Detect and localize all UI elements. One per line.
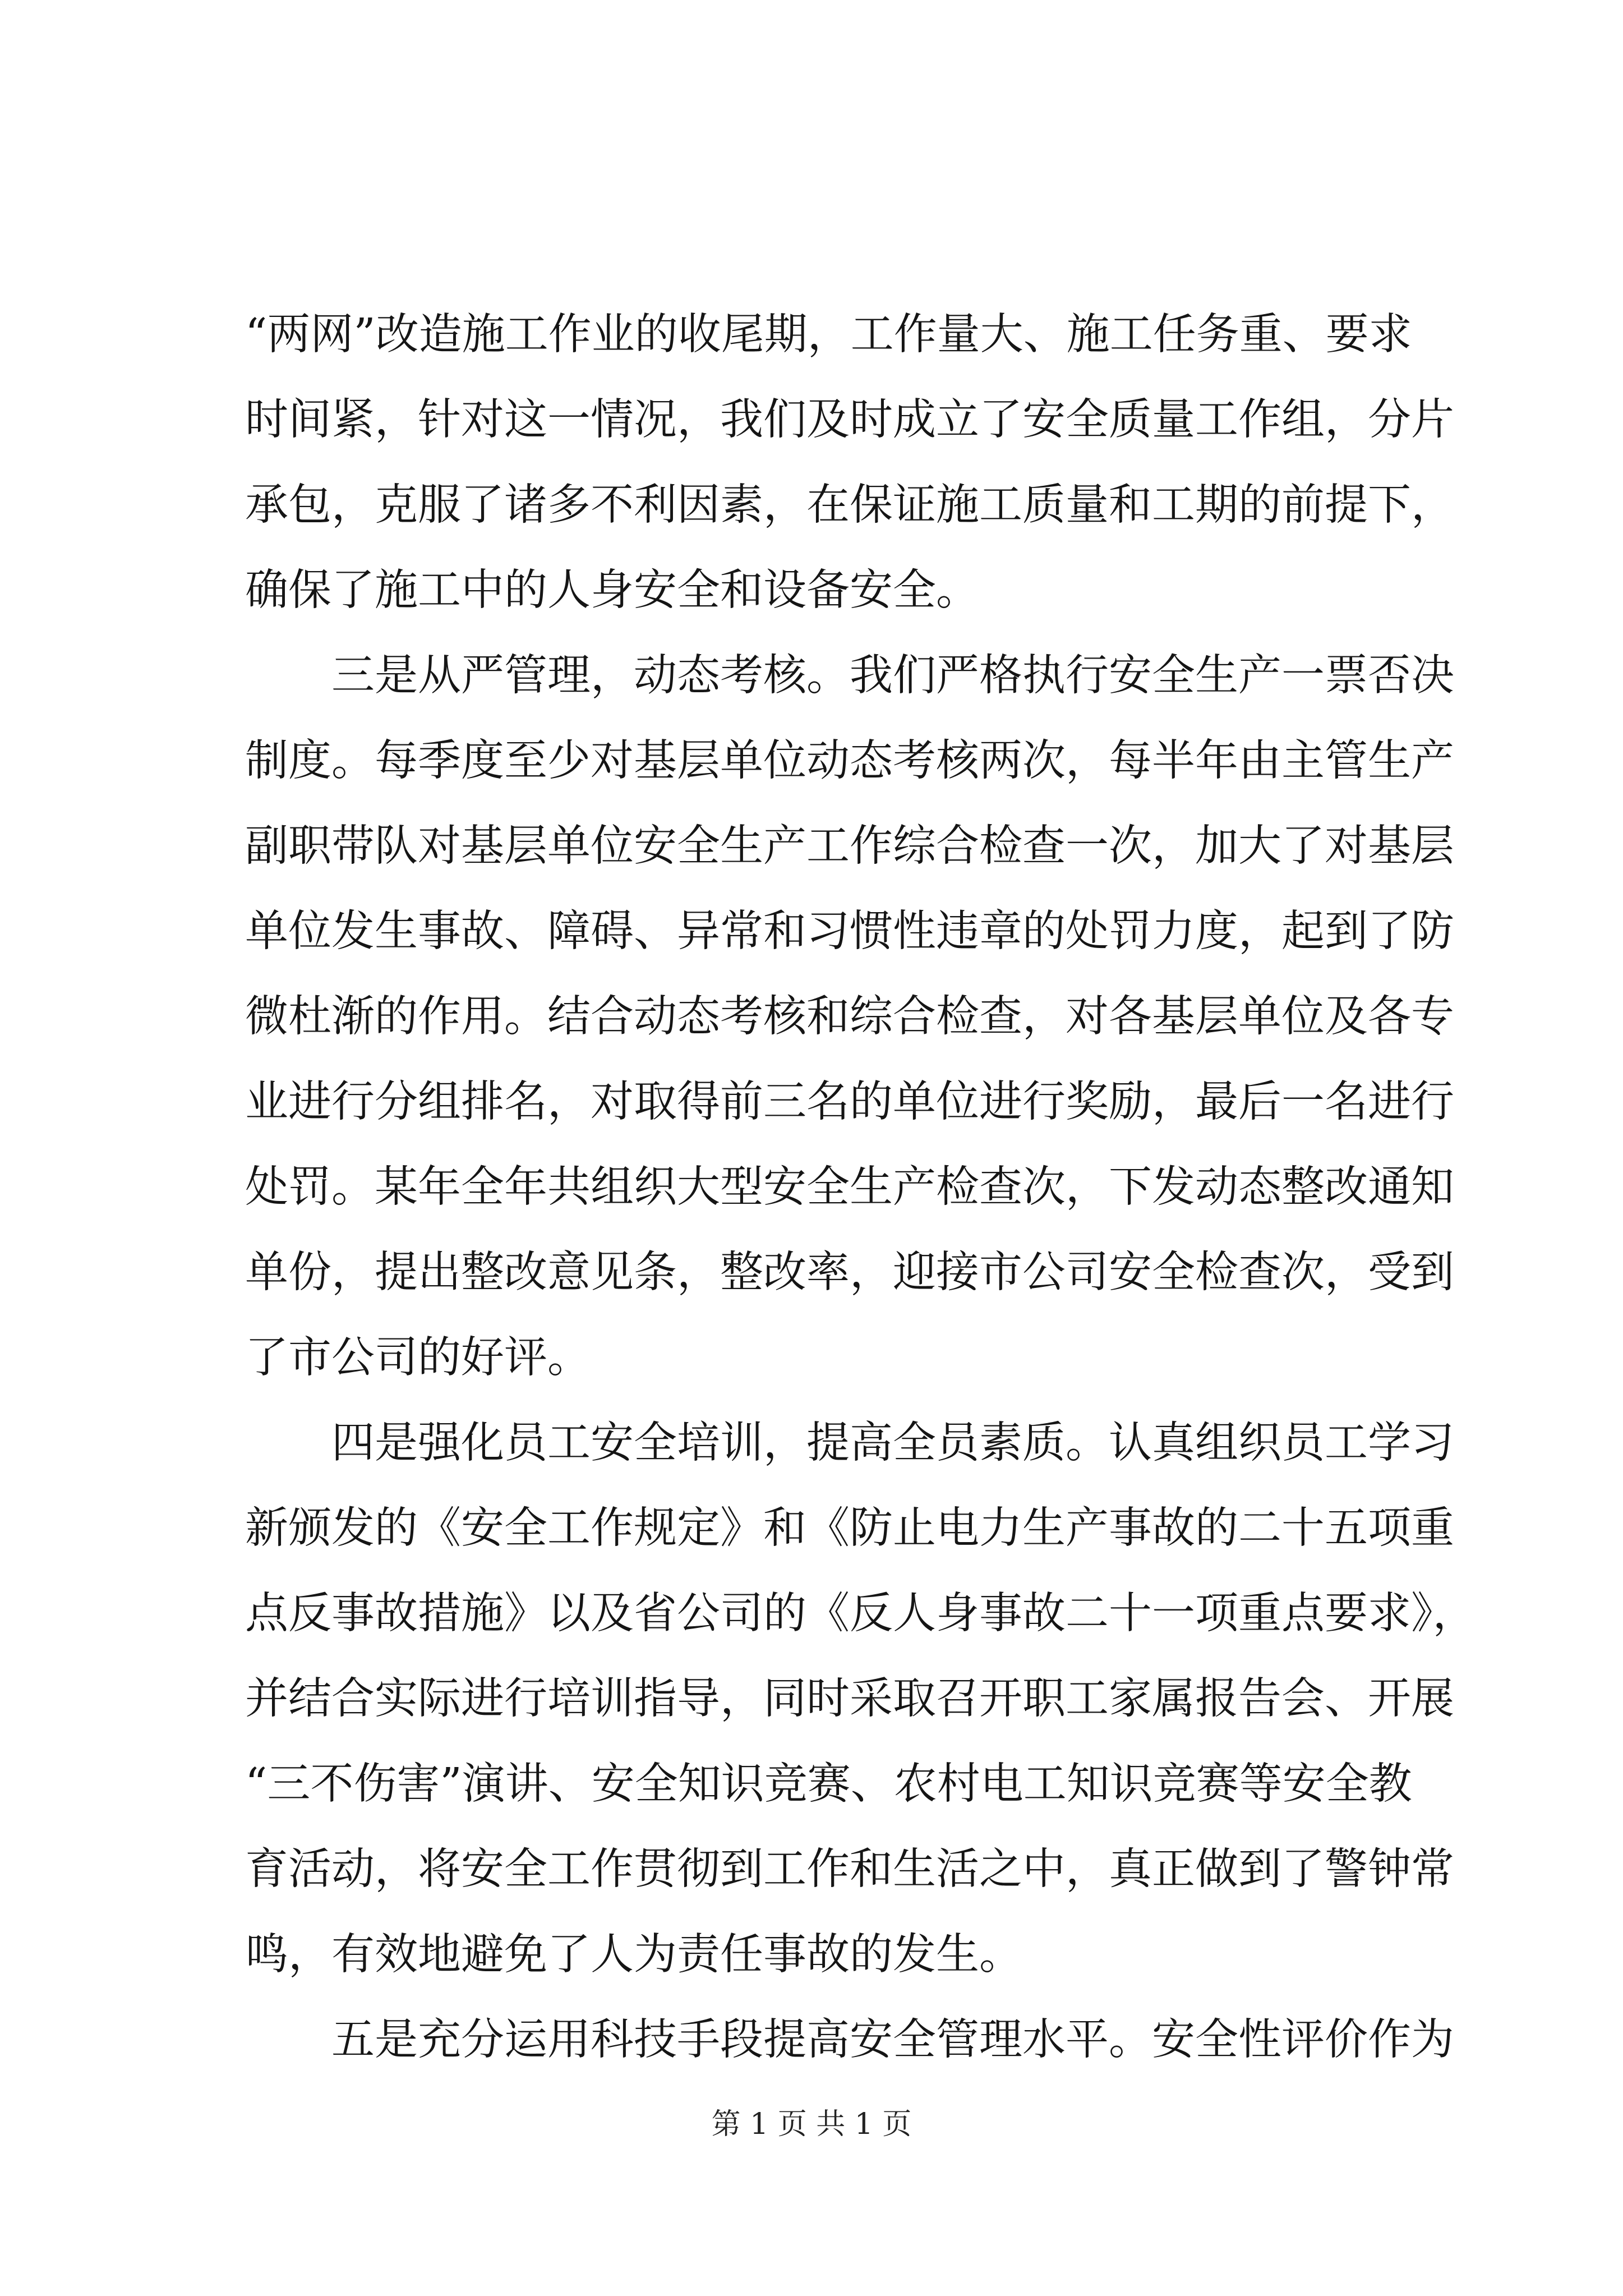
text-line: 单位发生事故、障碍、异常和习惯性违章的处罚力度，起到了防 [245,907,1454,956]
text-line: “三不伤害”演讲、安全知识竞赛、农村电工知识竞赛等安全教 [245,1759,1412,1809]
text-line: 业进行分组排名，对取得前三名的单位进行奖励，最后一名进行 [245,1077,1454,1127]
text-line: 微杜渐的作用。结合动态考核和综合检查，对各基层单位及各专 [245,992,1454,1042]
text-line: 承包，克服了诸多不利因素，在保证施工质量和工期的前提下， [245,480,1454,530]
paragraph-first-line: 三是从严管理，动态考核。我们严格执行安全生产一票否决 [331,651,1454,701]
text-line: 育活动，将安全工作贯彻到工作和生活之中，真正做到了警钟常 [245,1844,1454,1894]
text-line: 确保了施工中的人身安全和设备安全。 [245,565,979,615]
text-line: 处罚。某年全年共组织大型安全生产检查次，下发动态整改通知 [245,1162,1454,1212]
text-line: 制度。每季度至少对基层单位动态考核两次，每半年由主管生产 [245,736,1454,786]
text-line: 并结合实际进行培训指导，同时采取召开职工家属报告会、开展 [245,1674,1454,1724]
text-line: 了市公司的好评。 [245,1333,591,1383]
text-line: 新颁发的《安全工作规定》和《防止电力生产事故的二十五项重 [245,1503,1454,1553]
text-line: “两网”改造施工作业的收尾期，工作量大、施工任务重、要求 [245,310,1412,360]
text-line: 鸣，有效地避免了人为责任事故的发生。 [245,1930,1022,1980]
text-line: 时间紧，针对这一情况，我们及时成立了安全质量工作组，分片 [245,395,1454,445]
page-footer: 第 1 页 共 1 页 [711,2108,912,2141]
paragraph-first-line: 四是强化员工安全培训，提高全员素质。认真组织员工学习 [331,1418,1454,1468]
text-line: 副职带队对基层单位安全生产工作综合检查一次，加大了对基层 [245,821,1454,871]
text-line: 单份，提出整改意见条，整改率，迎接市公司安全检查次，受到 [245,1248,1454,1297]
paragraph-first-line: 五是充分运用科技手段提高安全管理水平。安全性评价作为 [331,2015,1454,2065]
text-line: 点反事故措施》以及省公司的《反人身事故二十一项重点要求》， [245,1589,1476,1639]
